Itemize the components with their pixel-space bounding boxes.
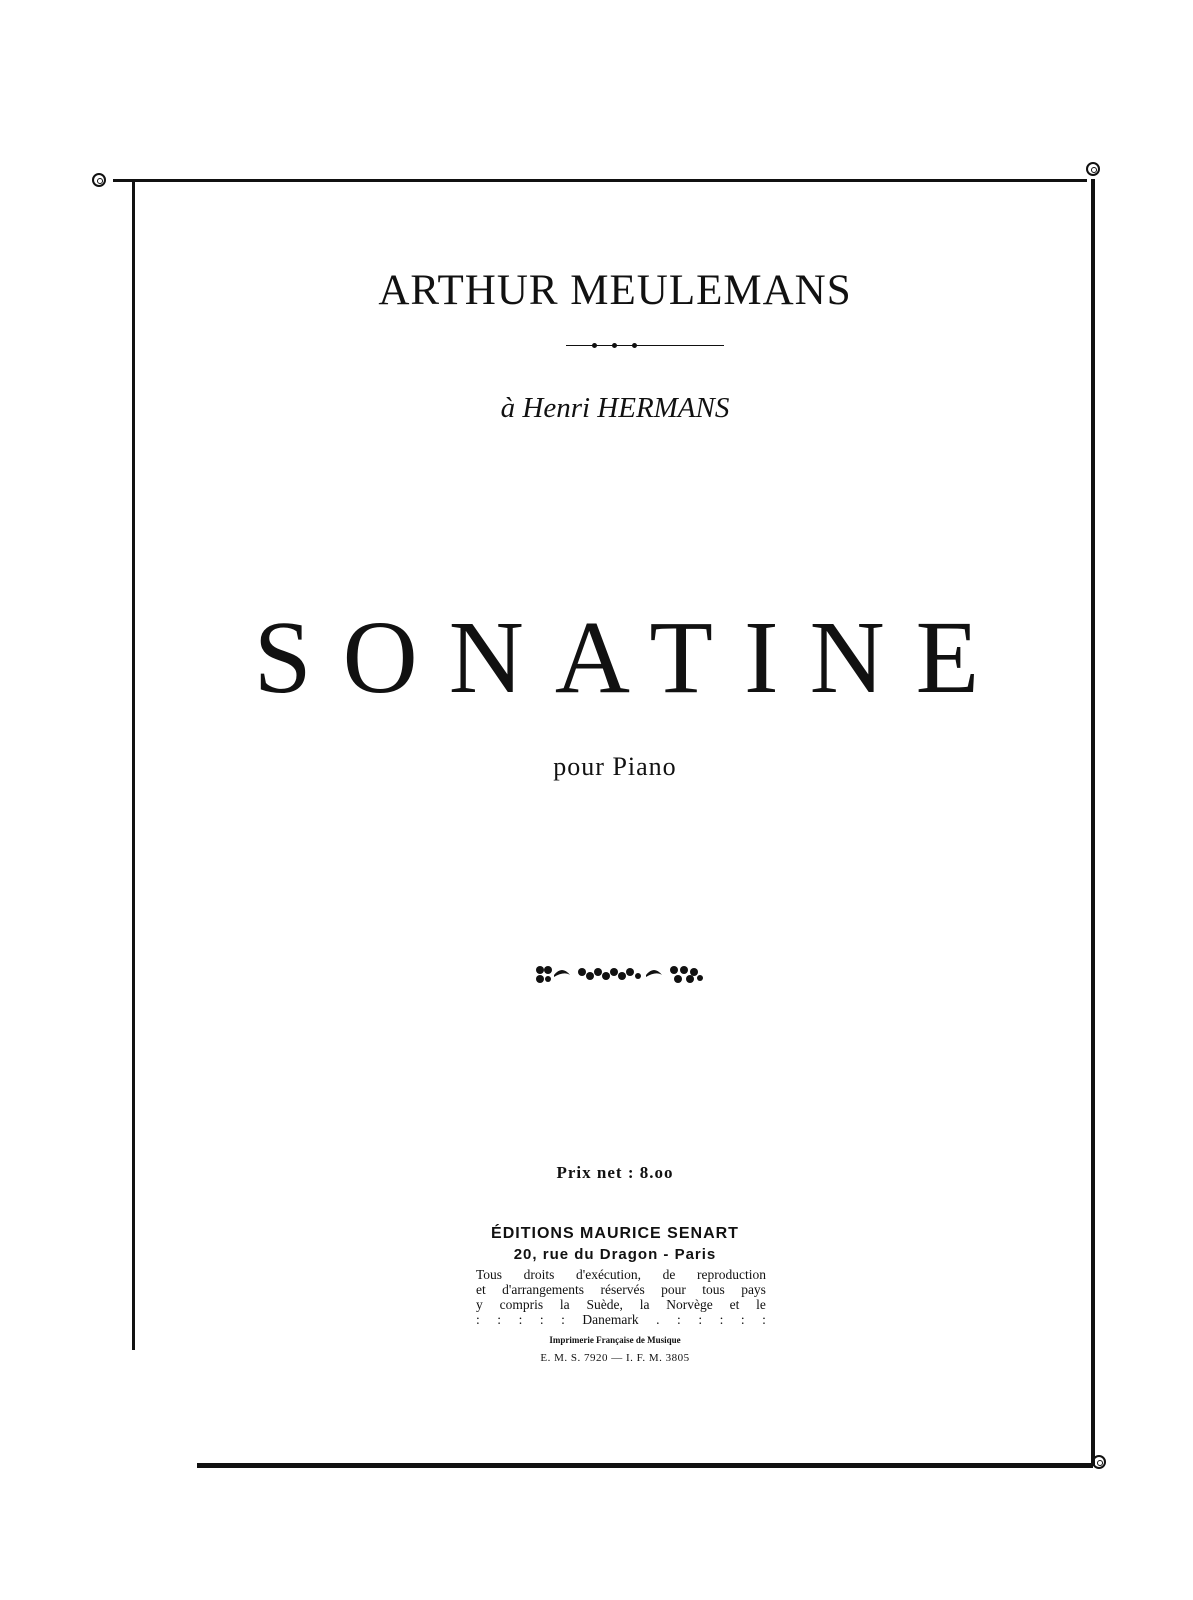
corner-ornament-icon xyxy=(1092,1455,1106,1469)
floral-vignette-icon xyxy=(534,963,705,985)
title-rule xyxy=(566,345,724,346)
rights-line: : : : : : Danemark . : : : : : xyxy=(476,1312,766,1327)
frame-right-border xyxy=(1091,179,1095,1466)
rule-dot xyxy=(592,343,597,348)
rights-line: et d'arrangements réservés pour tous pays xyxy=(476,1282,766,1297)
composer-name: ARTHUR MEULEMANS xyxy=(378,267,852,314)
corner-ornament-icon xyxy=(92,173,106,187)
frame-bottom-border xyxy=(197,1463,1093,1468)
corner-ornament-icon xyxy=(1086,162,1100,176)
publisher-name: ÉDITIONS MAURICE SENART xyxy=(491,1225,739,1242)
printer-name: Imprimerie Française de Musique xyxy=(549,1335,681,1345)
price: Prix net : 8.oo xyxy=(556,1163,674,1182)
frame-top-border xyxy=(113,179,1087,182)
rights-line: Tous droits d'exécution, de reproduction xyxy=(476,1267,766,1282)
plate-number: E. M. S. 7920 — I. F. M. 3805 xyxy=(540,1352,690,1364)
rights-line: y compris la Suède, la Norvège et le xyxy=(476,1297,766,1312)
rights-notice xyxy=(476,1267,766,1327)
dedication: à Henri HERMANS xyxy=(500,392,730,424)
instrumentation: pour Piano xyxy=(553,752,677,781)
rule-dot xyxy=(632,343,637,348)
work-title: SONATINE xyxy=(253,600,1011,715)
publisher-address: 20, rue du Dragon - Paris xyxy=(513,1246,717,1263)
rule-dot xyxy=(612,343,617,348)
